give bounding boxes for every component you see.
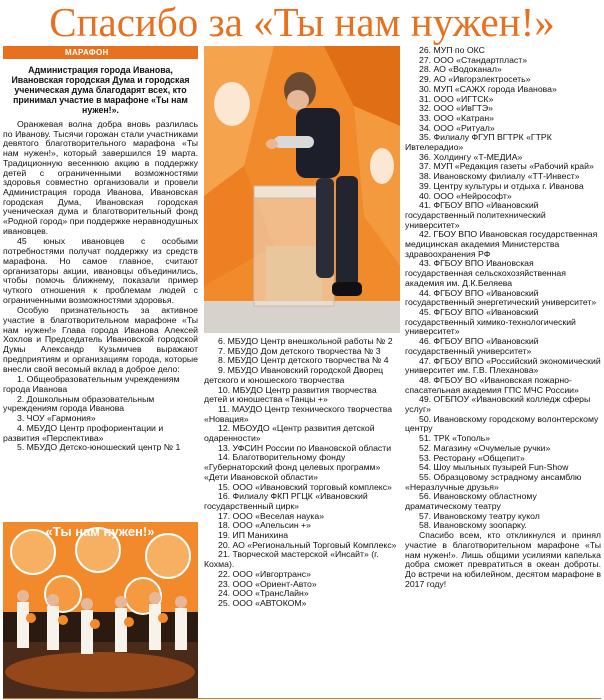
photo-stage-image (3, 522, 198, 698)
list-item: 51. ТРК «Тополь» (419, 433, 491, 444)
list-item: 6. МБУДО Центр внешкольной работы № 2 (218, 336, 393, 346)
list-item: 50. Ивановскому городскому волонтерскому центру (405, 413, 599, 434)
list-item: 57. Ивановскому театру кукол (419, 510, 540, 521)
list-item: 4. МБУДО Центр профориентации и развития «Перспектива» (3, 422, 164, 443)
list-item: 32. ООО «ИвГТЭ» (419, 103, 493, 114)
list-item: 46. ФГБОУ ВПО «Ивановский государственный университет» (405, 336, 539, 356)
thanks-list-2 (204, 337, 400, 609)
list-item: 25. ООО «АВТОКОМ» (218, 597, 307, 608)
paragraph: Оранжевая волна добра вновь разлилась по Иванову. Тысячи горожан стали участниками девятого благотворительного марафона «Ты нам нужен!», который завершился 19 марта. Традиционную весеннюю акцию в поддержку детей с ограниченными возможностями здоровья совместно организовали и провели Администрация города Иванова, Ивановская городская Дума, Ивановская городская ученическая дума и благотворительный фонд «Родной город» при поддержке неравнодушных ивановцев. (3, 119, 198, 236)
list-item: 41. ФГБОУ ВПО «Ивановский государственный политехнический университет» (405, 200, 546, 230)
list-item: 14. Благотворительному фонду «Губернаторский фонд целевых программ» «Дети Ивановской области» (204, 452, 381, 482)
list-item: 49. ОГБПОУ «Ивановский колледж сферы услуг» (405, 394, 591, 415)
list-item: 54. Шоу мыльных пузырей Fun-Show (419, 462, 569, 473)
list-item: 45. ФГБОУ ВПО «Ивановский государственный химико-технологический университет» (405, 306, 576, 337)
photo-boy-donation (204, 46, 400, 333)
list-item: 34. ООО «Ритуал» (419, 122, 495, 133)
list-item: 10. МБУДО Центр развития творчества детей и юношества «Танцы +» (204, 384, 377, 405)
thanks-list-3 (405, 46, 601, 531)
list-item: 35. Филиалу ФГУП ВГТРК «ГТРК Ивтелерадио» (405, 132, 552, 153)
list-item: 43. ФГБОУ ВПО Ивановская государственная сельскохозяйственная академия им. Д.К.Беляева (405, 258, 566, 288)
list-item: 31. ООО «ИГТСК» (419, 93, 494, 104)
thanks-list-1 (3, 375, 198, 453)
list-item: 16. Филиалу ФКП РГЦК «Ивановский государственный цирк» (204, 491, 368, 511)
list-item: 18. ООО «Апельсин +» (218, 520, 311, 531)
list-item: 58. Ивановскому зоопарку. (419, 520, 527, 531)
photo-boy-image (204, 46, 400, 333)
list-item: 24. ООО «ТрансЛайн» (218, 588, 309, 599)
list-item: 26. МУП по ОКС (419, 45, 485, 55)
page-headline: Спасибо за «Ты нам нужен!» (49, 0, 555, 45)
list-item: 47. ФГБОУ ВПО «Российский экономический университет им. Г.В. Плеханова» (405, 355, 601, 376)
list-item: 9. МБУДО Ивановский городской Дворец детского и юношеского творчества (204, 365, 384, 385)
list-item: 19. ИП Манихина (218, 530, 289, 541)
list-item: 8. МБУДО Центр детского творчества № 4 (218, 355, 389, 366)
closing-paragraph: Спасибо всем, кто откликнулся и принял участие в благотворительном марафоне «Ты нам нужен!». Лишь общими усилиями капелька добра сможет превратиться в океан доброты. До встречи на юбилейном, десятом марафоне в 2017 году! (405, 530, 601, 589)
stage-banner-text: «Ты нам нужен!» (45, 524, 155, 539)
list-item: 12. МБОУДО «Центр развития детской одаренности» (204, 423, 375, 444)
list-item: 37. МУП «Редакция газеты «Рабочий край» (419, 161, 594, 172)
column-3 (405, 46, 601, 590)
list-item: 56. Ивановскому областному драматическому театру (405, 491, 537, 512)
list-item: 33. ООО «Катран» (419, 112, 494, 123)
list-item: 15. ООО «Ивановский торговый комплекс» (218, 481, 392, 492)
article-lead: Администрация города Иванова, Ивановская городская Дума и городская ученическая дума благодарят всех, кто принимал участие в марафоне «Ты нам нужен!». (11, 65, 190, 115)
photo-stage-performers (3, 522, 198, 698)
list-item: 55. Образцовому эстрадному ансамблю «Неразлучные друзья» (405, 471, 582, 492)
list-item: 3. ЧОУ «Гармония» (17, 413, 96, 424)
list-item: 2. Дошкольным образовательным учреждениям города Иванова (3, 393, 155, 414)
list-item: 44. ФГБОУ ВПО «Ивановский государственный энергетический университет» (405, 287, 597, 308)
list-item: 38. Ивановскому филиалу «ТТ-Инвест» (419, 171, 580, 182)
list-item: 13. УФСИН России по Ивановской области (218, 442, 392, 453)
list-item: 21. Творческой мастерской «Инсайт» (г. Кохма). (204, 549, 379, 570)
list-item: 29. АО «Ивгорэлектросеть» (419, 74, 531, 85)
list-item: 11. МАУДО Центр технического творчества «Новация» (204, 403, 393, 424)
paragraph: 45 юных ивановцев с особыми потребностями получат поддержку из средств марафона. Но самое главное, считают организаторы акции, ивановцы объединились, чтобы помочь ближнему, показали пример чуткого отношения к проблемам людей с ограниченными возможностями здоровья. (3, 236, 198, 305)
list-item: 5. МБУДО Детско-юношеский центр № 1 (17, 442, 181, 453)
list-item: 20. АО «Региональный Торговый Комплекс» (218, 539, 397, 550)
list-item: 36. Холдингу «Т-МЕДИА» (419, 151, 523, 162)
column-2 (204, 337, 400, 609)
list-item: 7. МБУДО Дом детского творчества № 3 (218, 345, 381, 356)
list-item: 40. ООО «Нейрософт» (419, 190, 512, 201)
column-1 (3, 46, 198, 453)
paragraph: Особую признательность за активное участие в благотворительном марафоне «Ты нам нужен!» Глава города Иванова Алексей Хохлов и Председатель Ивановской городской Думы Александр Кузьмичев выражают предприятиям и организациям города, которые внесли свой весомый вклад в доброе дело: (3, 305, 198, 374)
rubric-label: МАРАФОН (3, 46, 198, 59)
list-item: 52. Магазину «Очумелые ручки» (419, 442, 551, 453)
list-item: 30. МУП «САЖХ города Иванова» (419, 83, 557, 94)
list-item: 48. ФГБОУ ВО «Ивановская пожарно-спасательная академия ГПС МЧС России» (405, 374, 579, 395)
list-item: 23. ООО «Ориент-Авто» (218, 578, 317, 589)
article (3, 46, 601, 698)
list-item: 53. Ресторану «Общепит» (419, 452, 525, 463)
list-item: 28. АО «Водоканал» (419, 64, 502, 75)
list-item: 17. ООО «Веселая наука» (218, 510, 325, 521)
list-item: 1. Общеобразовательным учреждениям города Иванова (3, 374, 180, 394)
list-item: 22. ООО «Ивгортранс» (218, 568, 311, 579)
list-item: 27. ООО «Стандартпласт» (419, 54, 528, 65)
bottom-rule (3, 698, 601, 699)
list-item: 42. ГБОУ ВПО Ивановская государственная медицинская академия Министерства здравоохранения РФ (405, 229, 598, 259)
list-item: 39. Центру культуры и отдыха г. Иванова (419, 180, 584, 191)
